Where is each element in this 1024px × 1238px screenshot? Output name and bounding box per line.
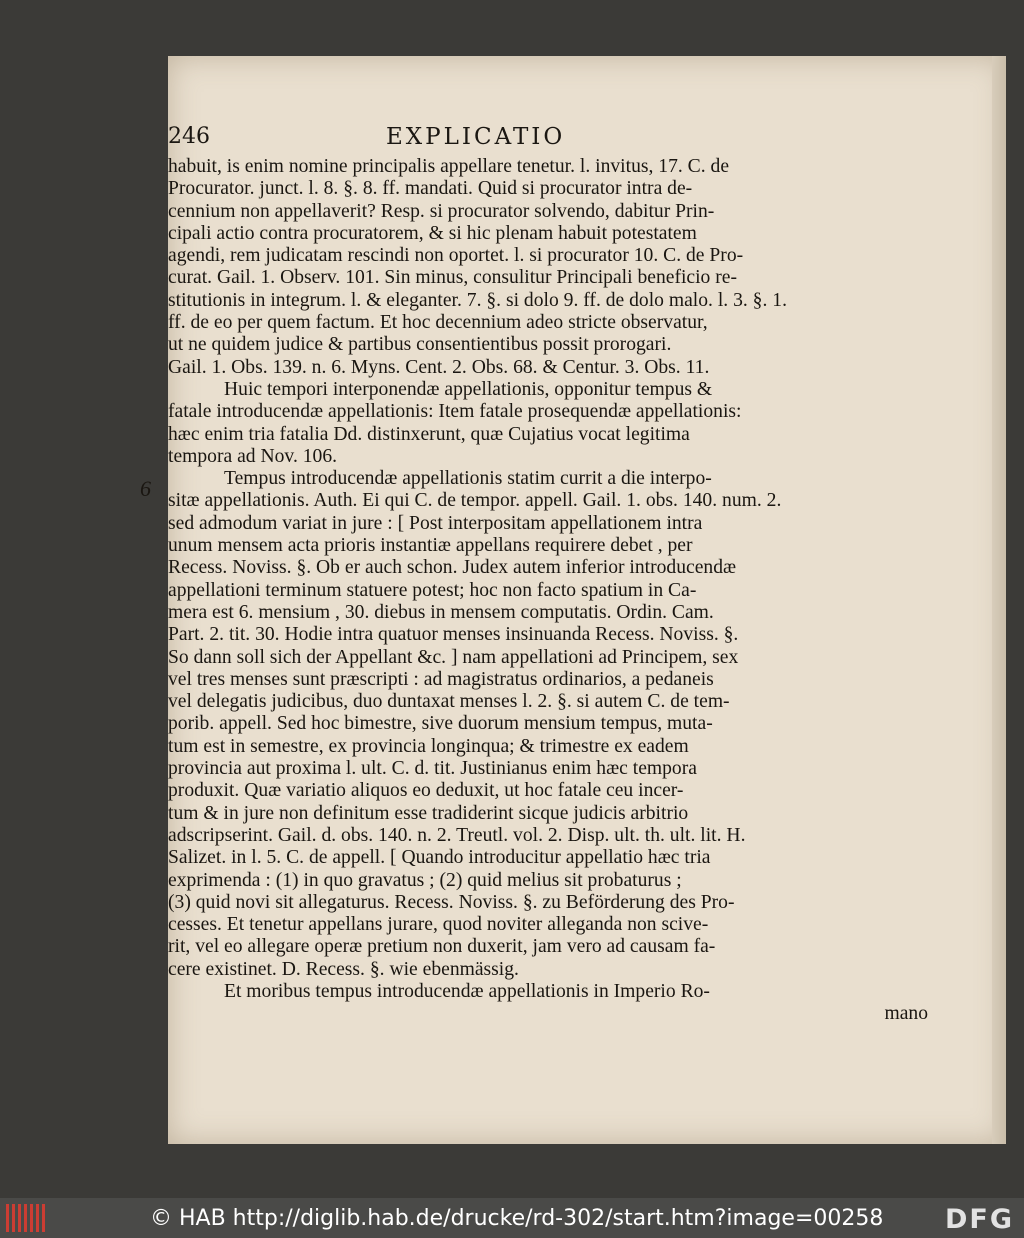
catchword: mano [884,1003,928,1025]
text-line: vel delegatis judicibus, duo duntaxat menses l. 2. §. si autem C. de tem- [168,691,730,713]
text-line: Et moribus tempus introducendæ appellationis in Imperio Ro- [224,980,710,1002]
text-line: rit, vel eo allegare operæ pretium non duxerit, jam vero ad causam fa- [168,936,716,958]
page-edge [992,56,1006,1144]
text-line: Part. 2. tit. 30. Hodie intra quatuor menses insinuanda Recess. Noviss. §. [168,624,739,646]
text-line: cipali actio contra procuratorem, & si hic plenam habuit potestatem [168,222,697,244]
text-line: Recess. Noviss. §. Ob er auch schon. Judex autem inferior introducendæ [168,557,737,579]
text-line: Huic tempori interponendæ appellationis, opponitur tempus & [224,378,713,400]
page-header [168,124,728,152]
text-line: So dann soll sich der Appellant &c. ] nam appellationi ad Principem, sex [168,646,739,668]
text-line: ff. de eo per quem factum. Et hoc decennium adeo stricte observatur, [168,312,708,334]
text-line: curat. Gail. 1. Observ. 101. Sin minus, consulitur Principali beneficio re- [168,267,738,289]
text-line: adscripserint. Gail. d. obs. 140. n. 2. Treutl. vol. 2. Disp. ult. th. ult. lit. H. [168,824,746,846]
text-line: tum & in jure non definitum esse tradiderint sicque judicis arbitrio [168,802,689,824]
body-text [168,156,938,1026]
text-line: mera est 6. mensium , 30. diebus in mensem computatis. Ordin. Cam. [168,601,714,623]
text-line: Gail. 1. Obs. 139. n. 6. Myns. Cent. 2. Obs. 68. & Centur. 3. Obs. 11. [168,356,710,378]
text-line: Tempus introducendæ appellationis statim currit a die interpo- [224,468,712,490]
text-line: hæc enim tria fatalia Dd. distinxerunt, quæ Cujatius vocat legitima [168,423,690,445]
text-line: porib. appell. Sed hoc bimestre, sive duorum mensium tempus, muta- [168,713,713,735]
text-line: tempora ad Nov. 106. [168,445,338,467]
text-line: provincia aut proxima l. ult. C. d. tit. Justinianus enim hæc tempora [168,758,697,780]
text-line: agendi, rem judicatam rescindi non oportet. l. si procurator 10. C. de Pro- [168,245,744,267]
text-line: (3) quid novi sit allegaturus. Recess. Noviss. §. zu Beförderung des Pro- [168,891,735,913]
running-title: EXPLICATIO [386,124,566,150]
text-line: appellationi terminum statuere potest; hoc non facto spatium in Ca- [168,579,697,601]
text-line: Procurator. junct. l. 8. §. 8. ff. mandati. Quid si procurator intra de- [168,178,693,200]
dfg-logo: DFG [944,1204,1014,1235]
page-number: 246 [168,124,210,149]
viewer-footer [0,1198,1024,1238]
text-line: unum mensem acta prioris instantiæ appellans requirere debet , per [168,535,693,557]
text-line: fatale introducendæ appellationis: Item fatale prosequendæ appellationis: [168,401,742,423]
copyright-link[interactable]: © HAB http://diglib.hab.de/drucke/rd-302/start.htm?image=00258 [150,1206,884,1231]
text-line: sed admodum variat in jure : [ Post interpositam appellationem intra [168,512,703,534]
text-line: cere existinet. D. Recess. §. wie ebenmässig. [168,958,519,980]
barcode-icon [6,1204,48,1232]
text-line: cennium non appellaverit? Resp. si procurator solvendo, dabitur Prin- [168,200,715,222]
text-line: ut ne quidem judice & partibus consentientibus possit prorogari. [168,334,672,356]
text-line: Salizet. in l. 5. C. de appell. [ Quando introducitur appellatio hæc tria [168,847,711,869]
margin-number: 6 [140,476,151,501]
text-line: exprimenda : (1) in quo gravatus ; (2) quid melius sit probaturus ; [168,869,682,891]
text-line: tum est in semestre, ex provincia longinqua; & trimestre ex eadem [168,735,689,757]
text-line: produxit. Quæ variatio aliquos eo deduxit, ut hoc fatale ceu incer- [168,780,684,802]
text-line: vel tres menses sunt præscripti : ad magistratus ordinarios, a pedaneis [168,668,714,690]
text-line: sitæ appellationis. Auth. Ei qui C. de tempor. appell. Gail. 1. obs. 140. num. 2. [168,490,782,512]
text-line: habuit, is enim nomine principalis appellare tenetur. l. invitus, 17. C. de [168,156,730,177]
text-line: stitutionis in integrum. l. & eleganter. 7. §. si dolo 9. ff. de dolo malo. l. 3. §. 1. [168,289,787,311]
text-line: cesses. Et tenetur appellans jurare, quod noviter alleganda non scive- [168,914,709,936]
